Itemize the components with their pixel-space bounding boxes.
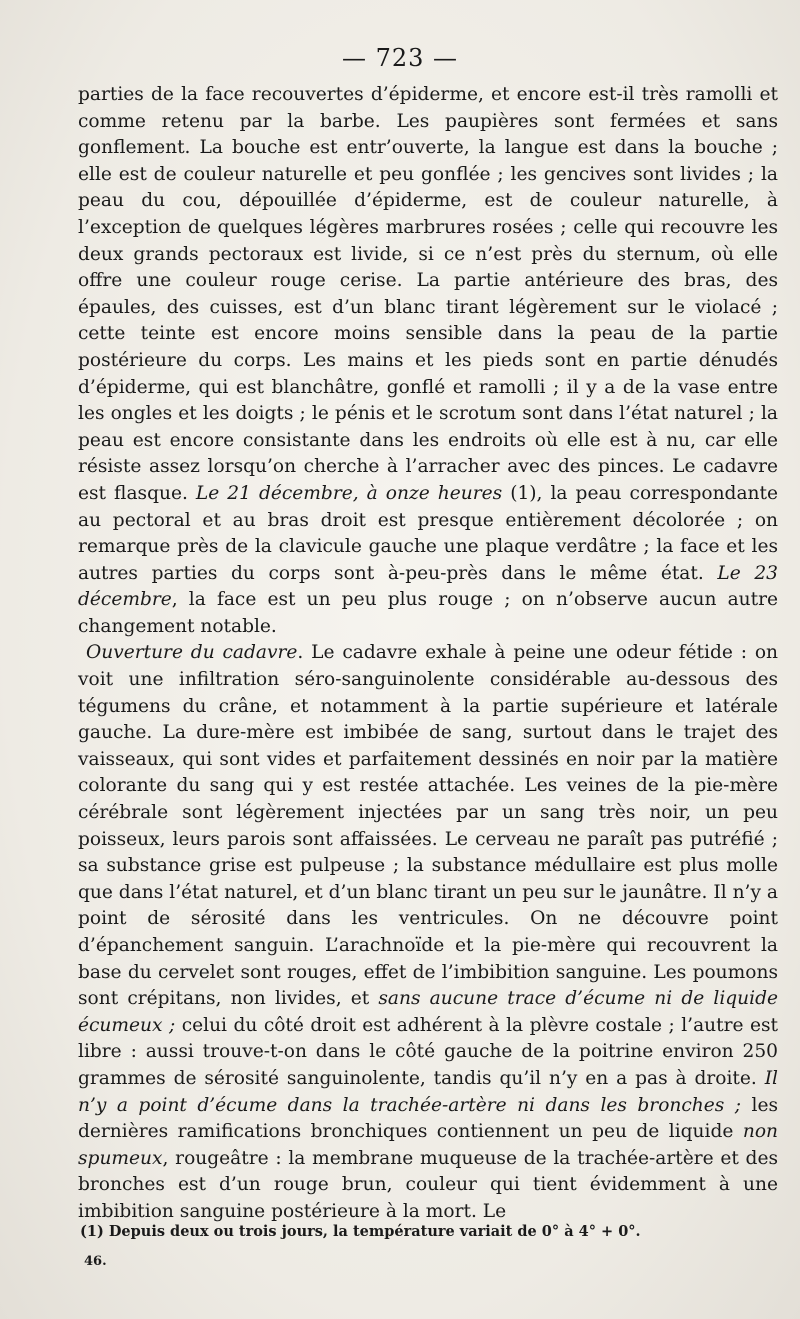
signature-mark: 46. <box>84 1254 107 1269</box>
paragraph-2 <box>78 640 778 1225</box>
text-run: , rougeâtre : la membrane muqueuse de la trachée-artère et des bronches est d’un rouge brun, couleur qui tient évidemment à une imbibition sanguine postérieure à la mort. Le <box>78 1147 778 1222</box>
footnote: (1) Depuis deux ou trois jours, la température variait de 0° à 4° + 0°. <box>80 1223 641 1240</box>
italic-date-21: Le 21 décembre, à onze heures <box>195 482 503 504</box>
italic-heading-ouverture: Ouverture du cadavre <box>86 642 298 664</box>
text-run: (1), la peau correspondante au pectoral et au bras droit est presque entièrement décolorée ; on remarque près de la clavicule gauche une plaque verdâtre ; la face et les autres parties du corps sont à-peu-près dans le même état. <box>78 482 778 584</box>
italic-trachee: Il n’y a point d’écume dans la trachée-artère ni dans les bronches ; <box>78 1067 778 1116</box>
text-run: . Le cadavre exhale à peine une odeur fétide : on voit une infiltration séro-sanguinolente considérable au-dessous des tégumens du crâne, et notamment à la partie supérieure et latérale gauche. La dure-mère est imbibée de sang, surtout dans le trajet des vaisseaux, qui sont vides et parfaitement dessinés en noir par la matière colorante du sang qui y est restée attachée. Les veines de la pie-mère cérébrale sont légèrement injectées par un sang très noir, un peu poisseux, leurs parois sont affaissées. Le cerveau ne paraît pas putréfié ; sa substance grise est pulpeuse ; la substance médullaire est plus molle que dans l’état naturel, et d’un blanc tirant un peu sur le jaunâtre. Il n’y a point de sérosité dans les ventricules. On ne découvre point d’épanchement sanguin. L’arachnoïde et la pie-mère qui recouvrent la base du cervelet sont rouges, effet de l’imbibition sanguine. Les poumons sont crépitans, non livides, et <box>78 642 778 1010</box>
italic-non-spumeux: non spumeux <box>78 1121 778 1169</box>
italic-sans-ecume: sans aucune trace d’écume ni de liquide écumeux ; <box>78 988 778 1036</box>
text-run: parties de la face recouvertes d’épiderme, et encore est-il très ramolli et comme retenu par la barbe. Les paupières sont fermées et sans gonflement. La bouche est entr’ouverte, la langue est dans la bouche ; elle est de couleur naturelle et peu gonflée ; les gencives sont livides ; la peau du cou, dépouillée d’épiderme, est de couleur naturelle, à l’exception de quelques légères marbrures rosées ; celle qui recouvre les deux grands pectoraux est livide, si ce n’est près du sternum, où elle offre une couleur rouge cerise. La partie antérieure des bras, des épaules, des cuisses, est d’un blanc tirant légèrement sur le violacé ; cette teinte est encore moins sensible dans la peau de la partie postérieure du corps. Les mains et les pieds sont en partie dénudés d’épiderme, qui est blanchâtre, gonflé et ramolli ; il y a de la vase entre les ongles et les doigts ; le pénis et le scrotum sont dans l’état naturel ; la peau est encore consistante dans les endroits où elle est à nu, car elle résiste assez lorsqu’on cherche à l’arracher avec des pinces. Le cadavre est flasque. <box>78 84 778 504</box>
italic-date-23: Le 23 décembre <box>78 562 779 611</box>
paragraph-1 <box>78 82 778 640</box>
text-run: celui du côté droit est adhérent à la plèvre costale ; l’autre est libre : aussi trouve-t-on dans le côté gauche de la poitrine environ 250 grammes de sérosité sanguinolente, tandis qu’il n’y en a pas à droite. <box>78 1014 778 1089</box>
page-number: — 723 — <box>341 44 459 72</box>
text-run: , la face est un peu plus rouge ; on n’observe aucun autre changement notable. <box>78 589 778 637</box>
text-run: les dernières ramifications bronchiques contiennent un peu de liquide <box>78 1094 779 1143</box>
body-text <box>78 82 778 1226</box>
